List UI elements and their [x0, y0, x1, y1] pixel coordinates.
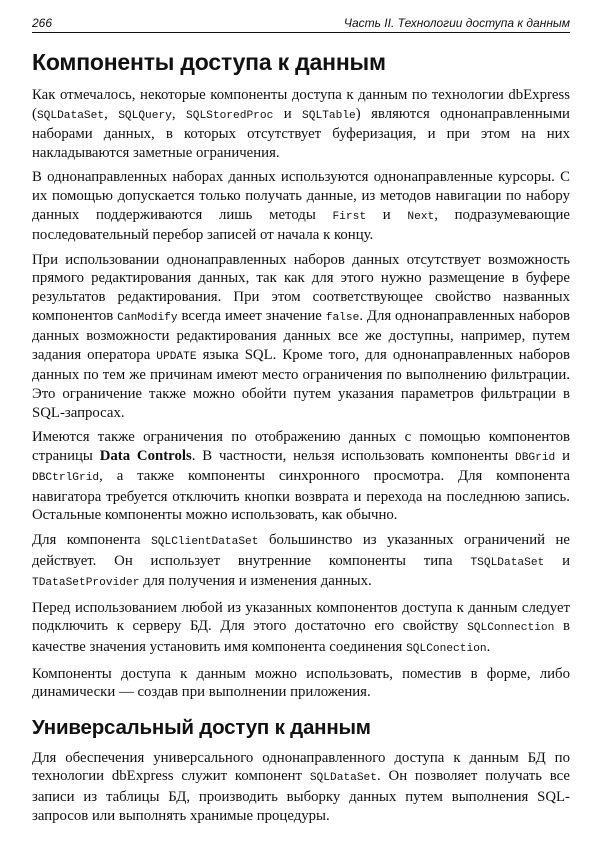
code-update: UPDATE	[156, 350, 197, 363]
running-head	[32, 16, 570, 33]
paragraph-4: Имеются также ограничения по отображению данных с помощью компонентов страницы Data Controls. В частности, нельзя использовать компоненты DBGrid и DBCtrlGrid, а также компоненты синхронного просмотра. Для компонента навигатора требуется отключить кнопки возврата и перехода на последнюю запись. Остальные компоненты можно использовать, как обычно.	[32, 429, 571, 524]
code-sqlconnection: SQLConnection	[467, 622, 555, 635]
code-sqlconection: SQLConection	[406, 643, 487, 656]
code-sqldataset-2: SQLDataSet	[309, 772, 377, 785]
paragraph-2: В однонаправленных наборах данных используются однонаправленные курсоры. С их помощью допускается только получать данные, из методов навигации по набору данных поддерживаются лишь методы First и Next, подразумевающие последовательный перебор записей от начала к концу.	[32, 169, 570, 244]
code-sqlstoredproc: SQLStoredProc	[186, 109, 274, 122]
code-sqltable: SQLTable	[302, 109, 356, 122]
chapter-title: Часть II. Технологии доступа к данным	[343, 16, 570, 30]
code-dbgrid: DBGrid	[514, 451, 556, 464]
page-number: 266	[32, 16, 53, 30]
code-dbctrlgrid: DBCtrlGrid	[32, 472, 100, 485]
paragraph-5: Для компонента SQLClientDataSet большинство из указанных ограничений не действует. Он использует внутренние компоненты типа TSQLDataSet и TDataSetProvider для получения и изменения данных.	[32, 532, 570, 590]
section-title-universal-access: Универсальный доступ к данным	[32, 715, 371, 739]
paragraph-6: Перед использованием любой из указанных компонентов доступа к данным следует подключить к серверу БД. Для этого достаточно его свойству SQLConnection в качестве значения установить имя компонента соединения SQLConection.	[32, 599, 570, 656]
code-sqldataset: SQLDataSet	[36, 109, 105, 122]
code-next: Next	[407, 210, 435, 223]
code-first: First	[332, 210, 367, 223]
paragraph-1: Как отмечалось, некоторые компоненты доступа к данным по технологии dbExpress (SQLDataSet, SQLQuery, SQLStoredProc и SQLTable) являются однонаправленными наборами данных, в которых отсутствует буферизация, и при этом на них накладываются заметные ограничения.	[32, 87, 570, 161]
section-title-data-access-components: Компоненты доступа к данным	[32, 49, 386, 75]
code-canmodify: CanModify	[117, 311, 178, 324]
code-false: false	[325, 311, 360, 324]
code-sqlquery: SQLQuery	[118, 109, 172, 122]
paragraph-7: Компоненты доступа к данным можно использовать, поместив в форме, либо динамически — создав при выполнении приложения.	[32, 665, 570, 701]
code-sqlclientdataset: SQLClientDataSet	[151, 536, 259, 549]
code-tsqldataset: TSQLDataSet	[470, 556, 545, 569]
paragraph-8: Для обеспечения универсального однонаправленного доступа к данным БД по технологии dbExpress служит компонент SQLDataSet. Он позволяет получать все записи из таблицы БД, производить выборку данных путем выполнения SQL-запросов или выполнять хранимые процедуры.	[32, 749, 570, 824]
code-tdatasetprovider: TDataSetProvider	[32, 577, 140, 590]
data-controls-label: Data Controls	[99, 447, 192, 464]
paragraph-3: При использовании однонаправленных наборов данных отсутствует возможность прямого редактирования данных, так как для этого нужно размещение в буфере результатов редактирования. При этом соответствующее свойство названных компонентов CanModify всегда имеет значение false. Для однонаправленных наборов данных возможности редактирования данных все же доступны, например, путем задания оператора UPDATE языка SQL. Кроме того, для однонаправленных наборов данных по тем же причинам имеют место ограничения по выполнению фильтрации. Это ограничение также можно обойти путем указания параметров фильтрации в SQL-запросах.	[32, 251, 571, 421]
book-page	[32, 16, 570, 831]
